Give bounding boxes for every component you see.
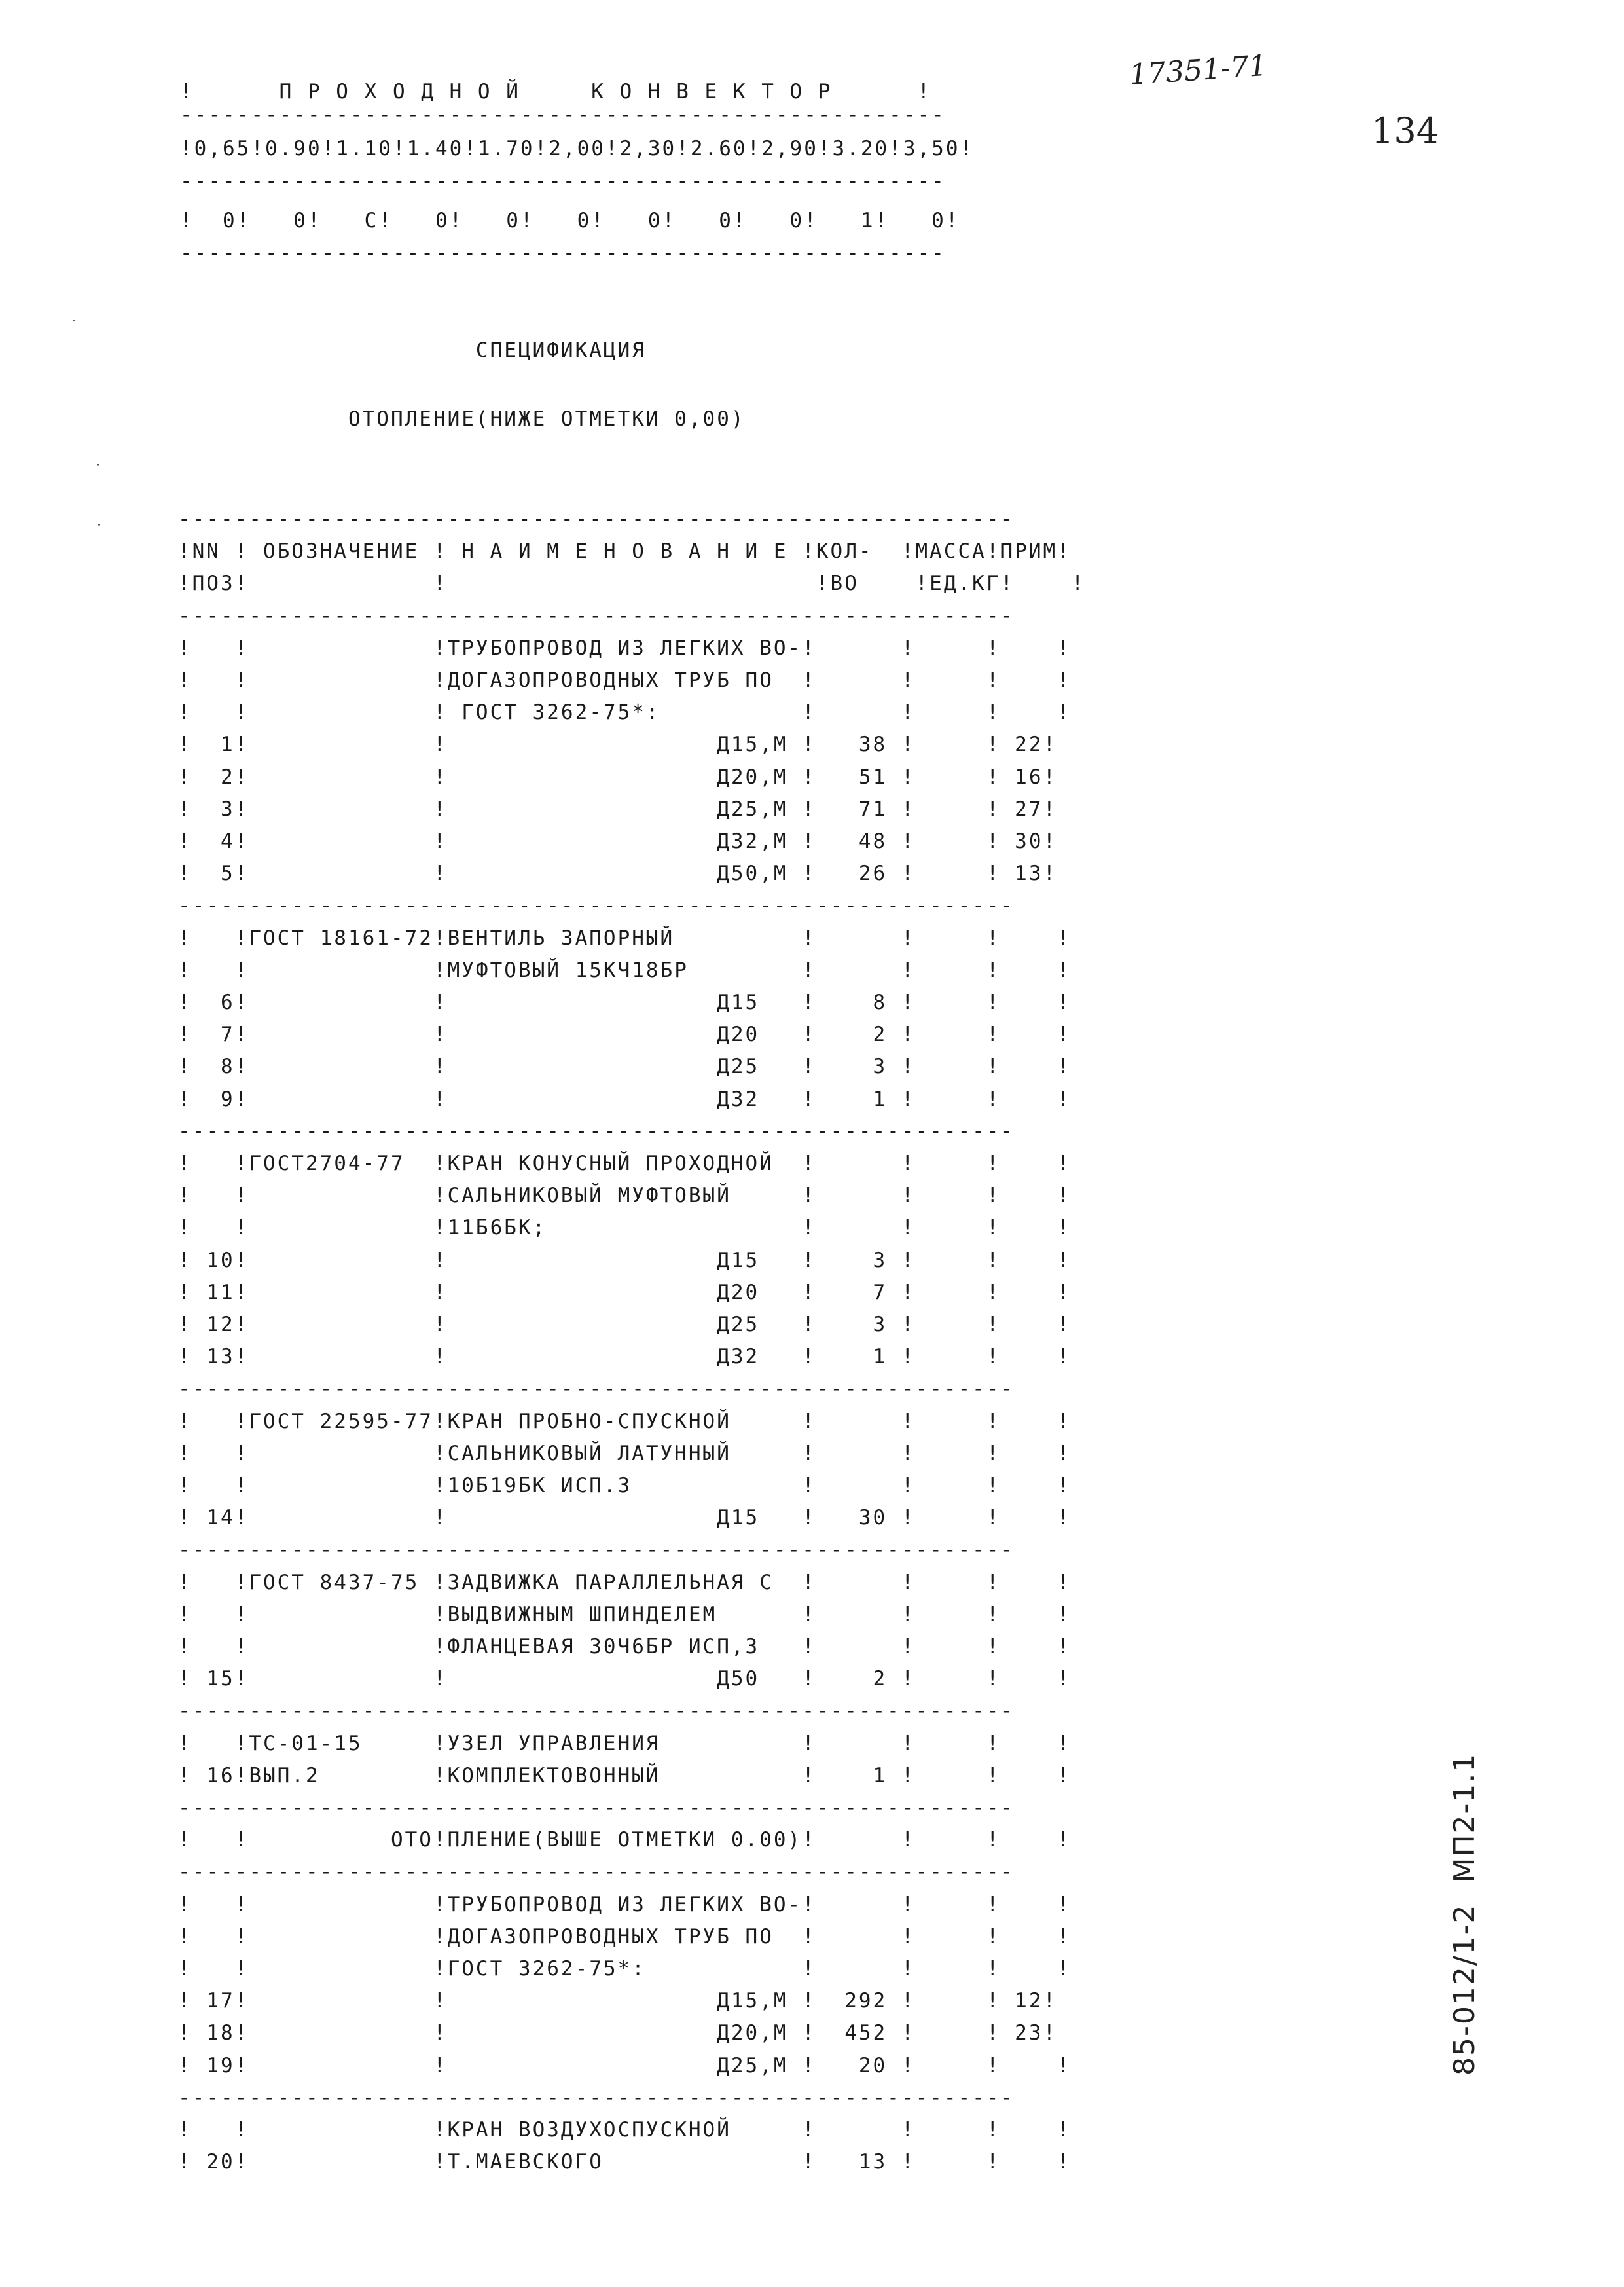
printout-line: ! П Р О Х О Д Н О Й К О Н В Е К Т О Р ! [180, 80, 932, 103]
printout-line: ! 15! ! Д50 ! 2 ! ! ! [178, 1667, 1072, 1691]
printout-line: ----------------------------------------------------------- [178, 1119, 1015, 1143]
printout-line: ----------------------------------------------------------- [178, 894, 1015, 918]
printout-line: ! !ТС-01-15 !УЗЕЛ УПРАВЛЕНИЯ ! ! ! ! [178, 1731, 1072, 1755]
printout-line: ------------------------------------------------------ [180, 103, 946, 126]
printout-line: ! ! !САЛЬНИКОВЫЙ МУФТОВЫЙ ! ! ! ! [178, 1184, 1072, 1208]
printout-line: ----------------------------------------------------------- [178, 1538, 1015, 1562]
printout-line: ! 13! ! Д32 ! 1 ! ! ! [178, 1345, 1072, 1369]
printout-line: ! ! ОТО!ПЛЕНИЕ(ВЫШЕ ОТМЕТКИ 0.00)! ! ! ! [178, 1828, 1072, 1852]
printout-line: ----------------------------------------------------------- [178, 1699, 1015, 1723]
printout-line: ! !ГОСТ 22595-77!КРАН ПРОБНО-СПУСКНОЙ ! ! ! ! [178, 1409, 1072, 1433]
printout-line: ! 9! ! Д32 ! 1 ! ! ! [178, 1087, 1072, 1111]
printout-line: ! ! !ВЫДВИЖНЫМ ШПИНДЕЛЕМ ! ! ! ! [178, 1602, 1072, 1626]
side-stamp: 85-012/1-2 МП2-1.1 [1448, 1752, 1481, 2076]
printout-line: ----------------------------------------------------------- [178, 1377, 1015, 1401]
printout-line: ! 0! 0! С! 0! 0! 0! 0! 0! 0! 1! 0! [180, 209, 960, 232]
printout-line: ------------------------------------------------------ [180, 170, 946, 193]
printout-line: ! ! !11Б6БК; ! ! ! ! [178, 1216, 1072, 1240]
printout-line: ! 10! ! Д15 ! 3 ! ! ! [178, 1248, 1072, 1272]
printout-line: ! 20! !Т.МАЕВСКОГО ! 13 ! ! ! [178, 2150, 1072, 2174]
printout-line: !NN ! ОБОЗНАЧЕНИЕ ! Н А И М Е Н О В А Н И Е !КОЛ- !МАССА!ПРИМ! [178, 540, 1072, 564]
printout-line: ! 2! ! Д20,М ! 51 ! ! 16! [178, 765, 1058, 789]
printout-line: ------------------------------------------------------ [180, 242, 946, 265]
printout-line: ! !ГОСТ2704-77 !КРАН КОНУСНЫЙ ПРОХОДНОЙ ! ! ! ! [178, 1152, 1072, 1175]
scan-speck [97, 464, 99, 466]
printout-line: ! 1! ! Д15,М ! 38 ! ! 22! [178, 733, 1058, 757]
printout-line: ! 4! ! Д32,М ! 48 ! ! 30! [178, 830, 1058, 853]
printout-line: ! 7! ! Д20 ! 2 ! ! ! [178, 1023, 1072, 1047]
printout-line: ! ! !ДОГАЗОПРОВОДНЫХ ТРУБ ПО ! ! ! ! [178, 1924, 1072, 1949]
printout-line: ! 12! ! Д25 ! 3 ! ! ! [178, 1313, 1072, 1336]
printout-line: ! ! !КРАН ВОЗДУХОСПУСКНОЙ ! ! ! ! [178, 2118, 1072, 2142]
printout-line: ! 16!ВЫП.2 !КОМПЛЕКТОВОННЫЙ ! 1 ! ! ! [178, 1763, 1072, 1787]
printout-line: ! ! !ГОСТ 3262-75*: ! ! ! ! [178, 1957, 1072, 1981]
printout-line: ! 19! ! Д25,М ! 20 ! ! ! [178, 2053, 1072, 2077]
printout-line: ! ! !ТРУБОПРОВОД ИЗ ЛЕГКИХ ВО-! ! ! ! [178, 636, 1072, 660]
printout-line: ! ! !САЛЬНИКОВЫЙ ЛАТУННЫЙ ! ! ! ! [178, 1441, 1072, 1465]
printout-line: !0,65!0.90!1.10!1.40!1.70!2,00!2,30!2.60!2,90!3.20!3,50! [180, 137, 975, 160]
printout-line: ----------------------------------------------------------- [178, 1860, 1015, 1884]
printout-line: ! 17! ! Д15,М ! 292 ! ! 12! [178, 1989, 1058, 2013]
printout-line: ! ! !ДОГАЗОПРОВОДНЫХ ТРУБ ПО ! ! ! ! [178, 668, 1072, 692]
printout-line: ! ! !ФЛАНЦЕВАЯ 30Ч6БР ИСП,3 ! ! ! ! [178, 1635, 1072, 1658]
printout-line: ----------------------------------------------------------- [178, 604, 1015, 628]
printout-line: ! 11! ! Д20 ! 7 ! ! ! [178, 1280, 1072, 1304]
printout-line: ! 5! ! Д50,М ! 26 ! ! 13! [178, 862, 1058, 886]
printout-line: ! 6! ! Д15 ! 8 ! ! ! [178, 991, 1072, 1014]
document-number-annotation: 17351-71 [1128, 48, 1269, 92]
printout-line: ! 14! ! Д15 ! 30 ! ! ! [178, 1506, 1072, 1530]
printout-line: ! 8! ! Д25 ! 3 ! ! ! [178, 1055, 1072, 1079]
printout-line: ! 18! ! Д20,М ! 452 ! ! 23! [178, 2021, 1058, 2045]
printout-line: ! ! ! ГОСТ 3262-75*: ! ! ! ! [178, 701, 1072, 725]
printout-line: ! ! !10Б19БК ИСП.3 ! ! ! ! [178, 1474, 1072, 1497]
printout-line: ! !ГОСТ 18161-72!ВЕНТИЛЬ ЗАПОРНЫЙ ! ! ! ! [178, 926, 1072, 950]
printout-line: ----------------------------------------------------------- [178, 507, 1015, 531]
printout-line: СПЕЦИФИКАЦИЯ [178, 338, 646, 362]
printout-line: ! ! !ТРУБОПРОВОД ИЗ ЛЕГКИХ ВО-! ! ! ! [178, 1892, 1072, 1916]
page-number-annotation: 134 [1371, 110, 1439, 151]
printout-line: ! !ГОСТ 8437-75 !ЗАДВИЖКА ПАРАЛЛЕЛЬНАЯ С ! ! ! ! [178, 1570, 1072, 1594]
printout-line: ----------------------------------------------------------- [178, 1796, 1015, 1820]
printout-line: ----------------------------------------------------------- [178, 2085, 1015, 2110]
scan-speck [73, 320, 75, 321]
printout-line: ! 3! ! Д25,М ! 71 ! ! 27! [178, 797, 1058, 821]
printout-line: ОТОПЛЕНИЕ(НИЖЕ ОТМЕТКИ 0,00) [178, 407, 746, 431]
printout-line: ! ! !МУФТОВЫЙ 15КЧ18БР ! ! ! ! [178, 958, 1072, 982]
printout-line: !ПОЗ! ! !ВО !ЕД.КГ! ! [178, 572, 1086, 596]
scan-speck [98, 524, 100, 526]
